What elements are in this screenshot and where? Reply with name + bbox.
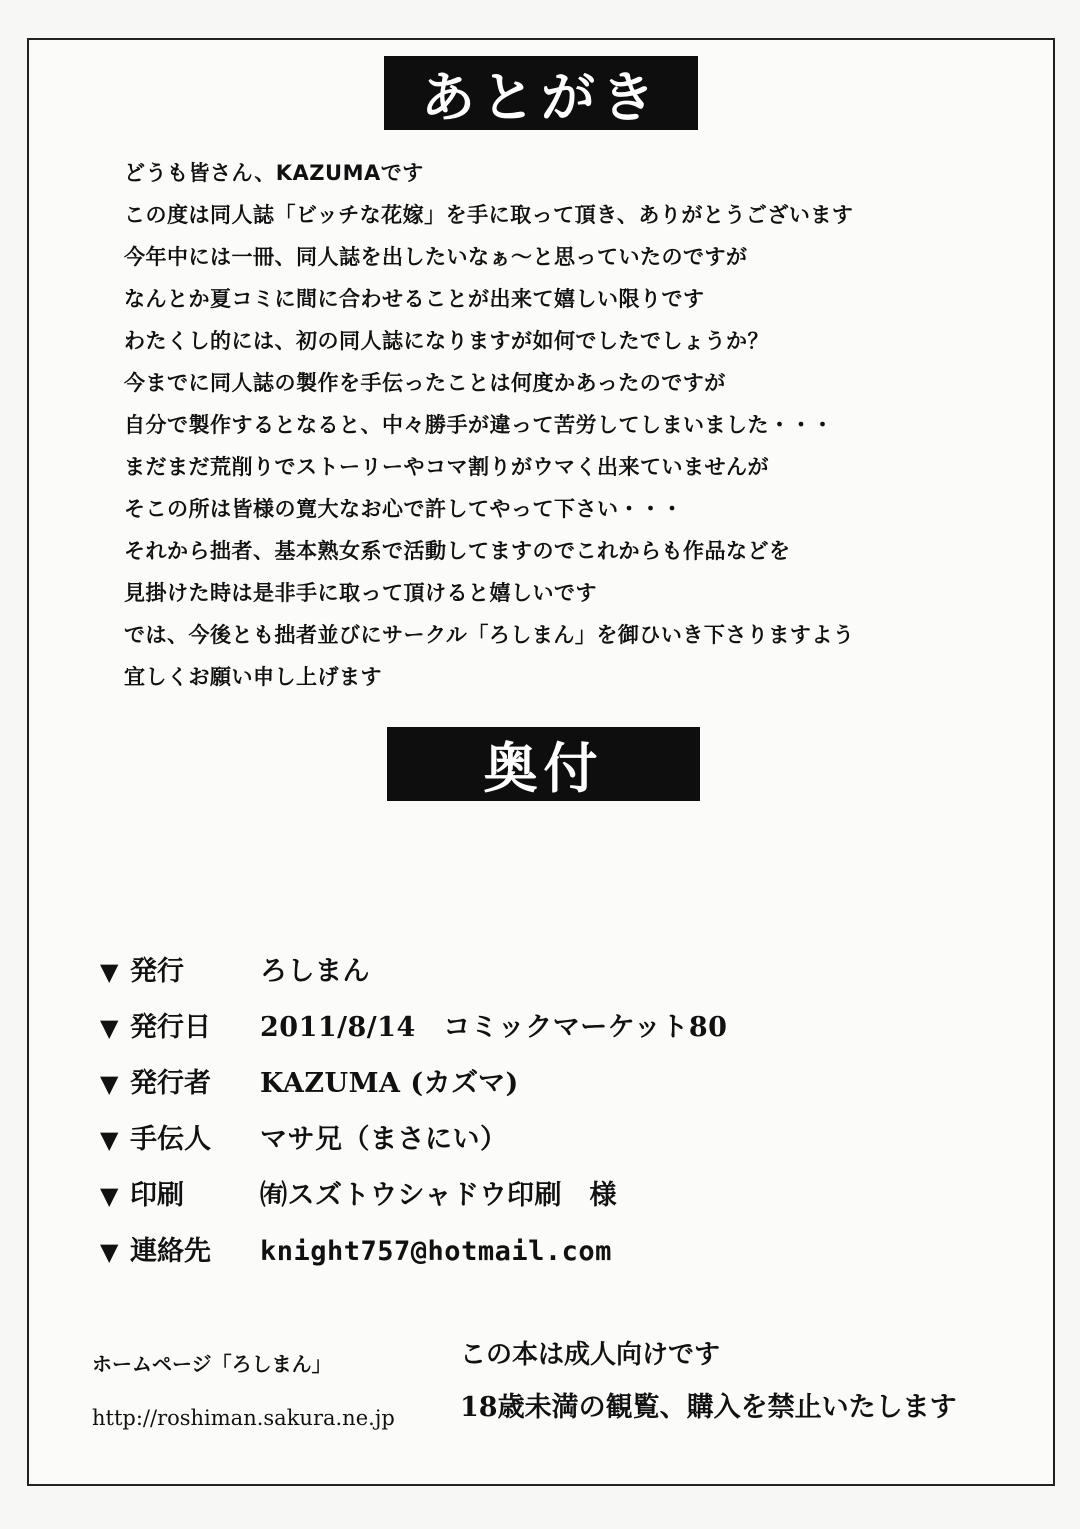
colophon-value: マサ兄（まさにい） xyxy=(260,1124,508,1155)
colophon-row-author xyxy=(100,1056,860,1112)
afterword-line: 自分で製作するとなると、中々勝手が違って苦労してしまいました・・・ xyxy=(124,413,834,437)
afterword-line: 宜しくお願い申し上げます xyxy=(124,665,382,689)
adult-notice xyxy=(460,1337,957,1426)
notice-line-2: 18歳未満の観覧、購入を禁止いたします xyxy=(460,1392,957,1423)
homepage-url: http://roshiman.sakura.ne.jp xyxy=(92,1406,395,1430)
colophon-row-date xyxy=(100,1000,860,1056)
colophon-heading: 奥付 xyxy=(387,727,700,801)
afterword-line: それから拙者、基本熟女系で活動してますのでこれからも作品などを xyxy=(124,539,791,563)
afterword-body xyxy=(124,152,984,698)
colophon-row-printer xyxy=(100,1168,860,1224)
triangle-marker-icon: ▼ xyxy=(100,1237,119,1266)
triangle-marker-icon: ▼ xyxy=(100,1181,119,1210)
colophon-value: KAZUMA (カズマ) xyxy=(260,1068,519,1099)
afterword-line: 見掛けた時は是非手に取って頂けると嬉しいです xyxy=(124,581,597,605)
afterword-line: では、今後とも拙者並びにサークル「ろしまん」を御ひいき下さりますよう xyxy=(124,623,855,647)
colophon-row-publisher xyxy=(100,944,860,1000)
colophon-label: 発行者 xyxy=(130,1068,211,1099)
colophon-list xyxy=(100,944,860,1280)
triangle-marker-icon: ▼ xyxy=(100,1069,119,1098)
colophon-label: 手伝人 xyxy=(130,1124,211,1155)
contact-email: knight757@hotmail.com xyxy=(260,1236,612,1267)
colophon-label: 発行 xyxy=(130,956,184,987)
homepage-label: ホームページ「ろしまん」 xyxy=(92,1352,332,1376)
notice-line-1: この本は成人向けです xyxy=(460,1340,721,1370)
colophon-row-assistant xyxy=(100,1112,860,1168)
triangle-marker-icon: ▼ xyxy=(100,957,119,986)
colophon-label: 印刷 xyxy=(130,1180,184,1211)
homepage-block xyxy=(92,1347,395,1443)
afterword-line: どうも皆さん、KAZUMAです xyxy=(124,161,424,185)
colophon-value: 2011/8/14 コミックマーケット80 xyxy=(260,1012,728,1043)
colophon-label: 連絡先 xyxy=(130,1236,211,1267)
afterword-line: なんとか夏コミに間に合わせることが出来て嬉しい限りです xyxy=(124,287,705,311)
afterword-line: 今年中には一冊、同人誌を出したいなぁ～と思っていたのですが xyxy=(124,245,748,269)
afterword-heading: あとがき xyxy=(384,56,698,130)
triangle-marker-icon: ▼ xyxy=(100,1013,119,1042)
afterword-line: この度は同人誌「ビッチな花嫁」を手に取って頂き、ありがとうございます xyxy=(124,203,854,227)
afterword-line: わたくし的には、初の同人誌になりますが如何でしたでしょうか？ xyxy=(124,329,769,353)
colophon-label: 発行日 xyxy=(130,1012,211,1043)
colophon-row-contact xyxy=(100,1224,860,1280)
colophon-value: ろしまん xyxy=(260,956,370,987)
afterword-line: まだまだ荒削りでストーリーやコマ割りがウマく出来ていませんが xyxy=(124,455,769,479)
afterword-line: そこの所は皆様の寛大なお心で許してやって下さい・・・ xyxy=(124,497,683,521)
colophon-value: ㈲スズトウシャドウ印刷 様 xyxy=(260,1180,617,1211)
afterword-line: 今までに同人誌の製作を手伝ったことは何度かあったのですが xyxy=(124,371,726,395)
triangle-marker-icon: ▼ xyxy=(100,1125,119,1154)
